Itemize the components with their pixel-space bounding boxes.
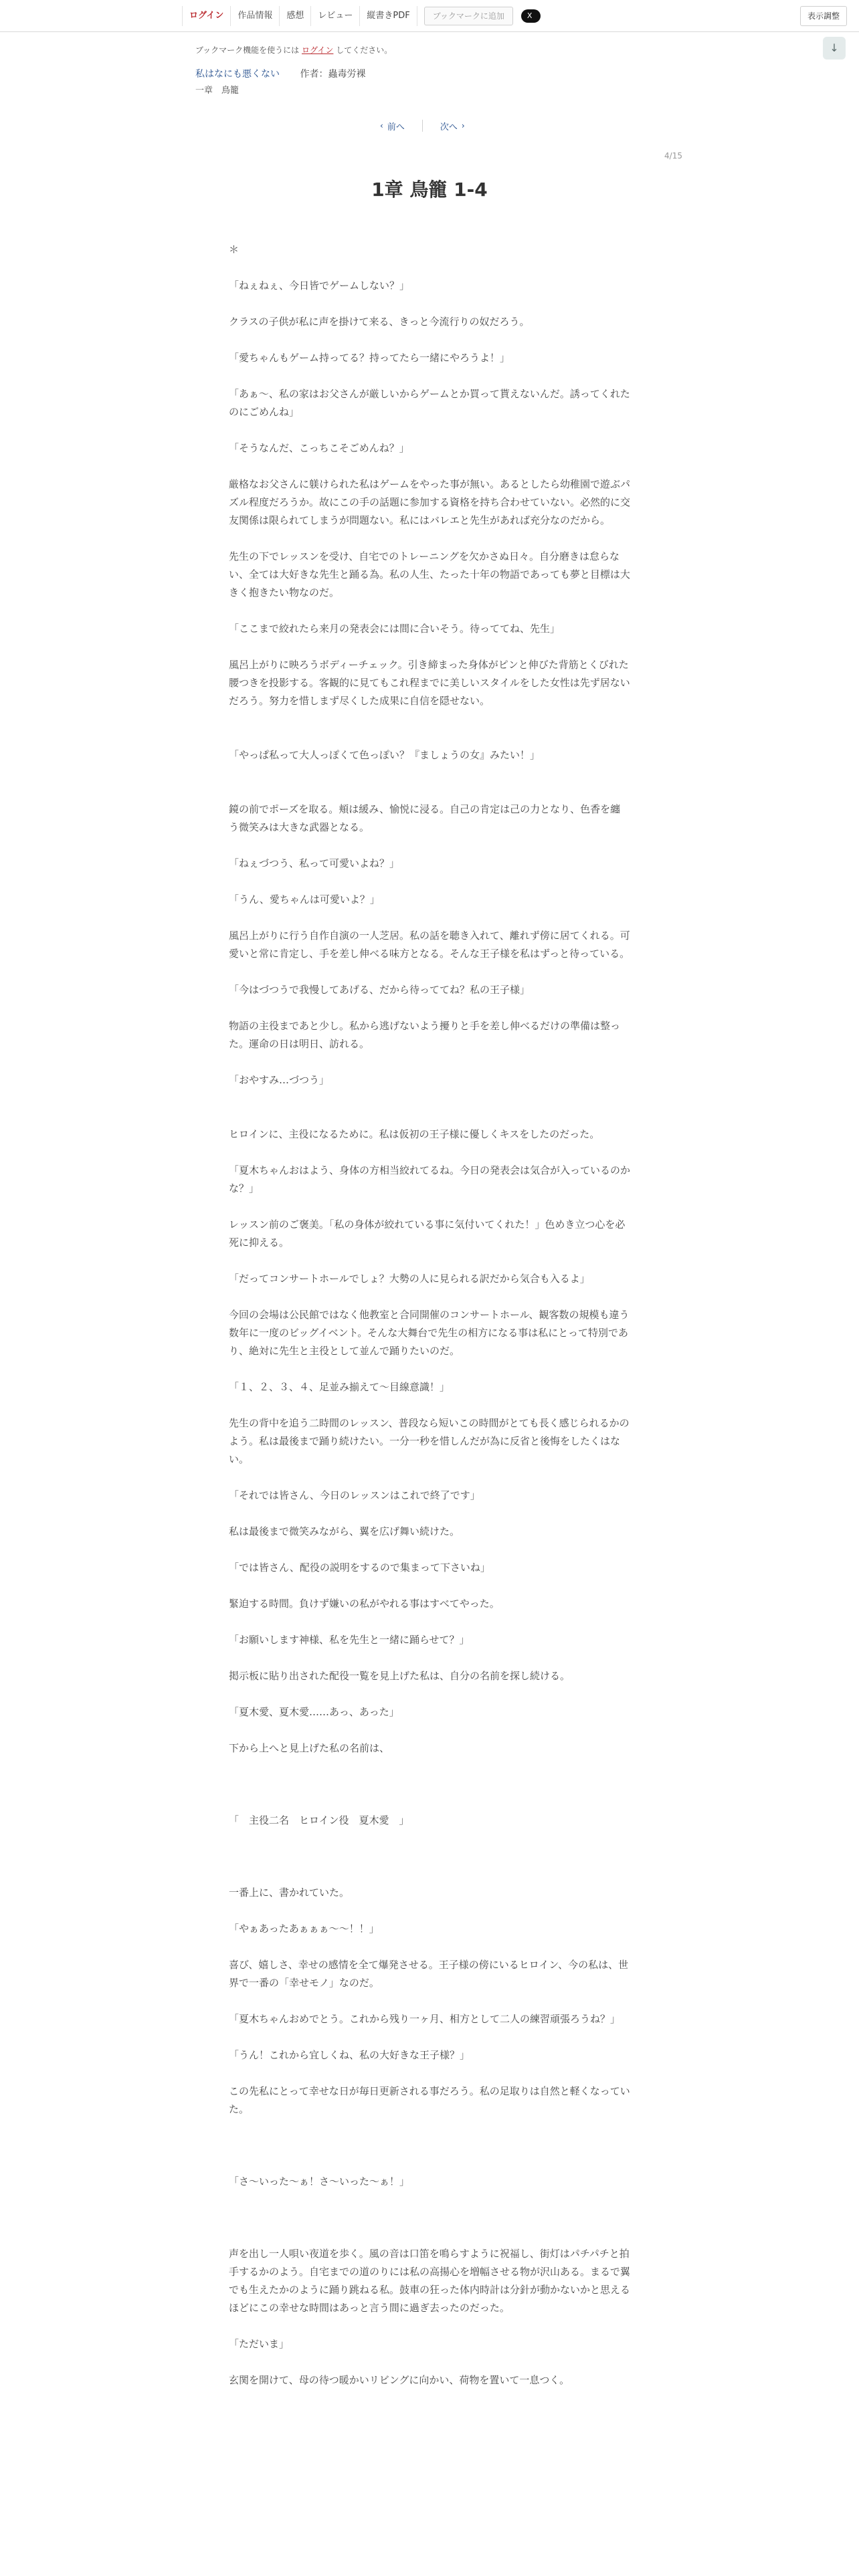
- body-line: [229, 1866, 630, 1884]
- body-line: 風呂上がりに映ろうボディーチェック。引き締まった身体がピンと伸びた背筋とくびれた腰つきを投影する。客観的に見てもこれ程までに美しいスタイルをした女性は先ず居ないだろう。努力を惜しまず尽くした成果に自信を隠せない。: [229, 659, 630, 707]
- body-line: [229, 2064, 630, 2082]
- body-line: [229, 1252, 630, 1270]
- body-line: 喜び、嬉しさ、幸せの感情を全て爆発させる。王子様の傍にいるヒロイン、今の私は、世界で一番の「幸せモノ」なのだ。: [229, 1959, 629, 1989]
- vertical-pdf-link[interactable]: 縦書きPDF: [359, 6, 417, 26]
- pager-divider: [422, 120, 423, 132]
- body-line: 私は最後まで微笑みながら、翼を広げ舞い続けた。: [229, 1525, 460, 1537]
- chevron-left-icon: ‹: [380, 121, 383, 130]
- body-line: 厳格なお父さんに躾けられた私はゲームをやった事が無い。あるとしたら幼稚園で遊ぶパズル程度だろうか。故にこの手の話題に参加する資格を持ち合わせていない。必然的に交友関係は限られてしまうが問題ない。私にはバレエと先生があれば充分なのだから。: [229, 478, 631, 526]
- body-line: 「おやすみ…づつう」: [229, 1074, 330, 1086]
- body-line: [229, 728, 630, 746]
- body-line: この先私にとって幸せな日が毎日更新される事だろう。私の足取りは自然と軽くなっていた。: [229, 2085, 630, 2115]
- body-line: [229, 259, 630, 277]
- body-line: 「１、２、３、４、足並み揃えて〜目線意識！」: [229, 1381, 450, 1393]
- body-line: [229, 421, 630, 439]
- body-line: [229, 1776, 630, 1794]
- body-line: 「やぁあったあぁぁぁ〜〜！！」: [229, 1923, 379, 1935]
- body-line: [229, 1396, 630, 1414]
- episode-title: 1章 鳥籠 1-4: [371, 179, 488, 201]
- body-line: [229, 1830, 630, 1848]
- display-settings-button[interactable]: 表示調整: [800, 6, 847, 26]
- body-line: 「お願いします神様、私を先生と一緒に踊らせて？」: [229, 1634, 470, 1646]
- body-line: 「ここまで絞れたら来月の発表会には間に合いそう。待っててね、先生」: [229, 623, 561, 635]
- body-line: [229, 1107, 630, 1125]
- body-line: ＊: [229, 243, 240, 255]
- notice-suffix: してください。: [336, 45, 393, 55]
- body-line: [229, 1541, 630, 1559]
- body-line: 「やっぱ私って大人っぽくて色っぽい？『ましょうの女』みたい！」: [229, 749, 541, 761]
- body-line: クラスの子供が私に声を掛けて来る、きっと今流行りの奴だろう。: [229, 316, 530, 328]
- body-line: [229, 1360, 630, 1378]
- episode-progress: 4/15: [664, 151, 682, 160]
- body-line: 「夏木ちゃんおめでとう。これから残り一ヶ月、相方として二人の練習頑張ろうね？」: [229, 2013, 621, 2025]
- body-line: [229, 782, 630, 800]
- body-line: [229, 1053, 630, 1071]
- body-line: [229, 837, 630, 855]
- work-info-link[interactable]: 作品情報: [230, 6, 279, 26]
- body-line: 「ねぇねぇ、今日皆でゲームしない？」: [229, 280, 410, 292]
- body-line: 「さ〜いった〜ぁ！さ〜いった〜ぁ！」: [229, 2175, 410, 2187]
- body-line: 玄関を開けて、母の待つ暖かいリビングに向かい、荷物を置いて一息つく。: [229, 2374, 570, 2386]
- body-line: [229, 1089, 630, 1107]
- body-line: 「ねぇづつう、私って可愛いよね？」: [229, 857, 400, 869]
- body-line: ヒロインに、主役になるために。私は仮初の王子様に優しくキスをしたのだった。: [229, 1128, 600, 1140]
- body-line: [229, 1505, 630, 1523]
- notice-login-link[interactable]: ログイン: [302, 45, 334, 55]
- body-line: 鏡の前でポーズを取る。頬は緩み、愉悦に浸る。自己の肯定は己の力となり、色香を纏う微笑みは大きな武器となる。: [229, 803, 621, 833]
- body-line: [229, 1938, 630, 1956]
- body-line: 風呂上がりに行う自作自演の一人芝居。私の話を聴き入れて、離れず傍に居てくれる。可愛いと常に肯定し、手を差し伸べる味方となる。そんな王子様を私はずっと待っている。: [229, 930, 630, 960]
- body-line: [229, 1288, 630, 1306]
- body-line: [229, 2119, 630, 2137]
- body-line: レッスン前のご褒美。「私の身体が絞れている事に気付いてくれた！」色めき立つ心を必死に抑える。: [229, 1218, 626, 1249]
- x-share-button[interactable]: [521, 9, 541, 23]
- episode-body: [229, 241, 630, 2389]
- body-line: 「では皆さん、配役の説明をするので集まって下さいね」: [229, 1562, 490, 1574]
- body-line: [229, 963, 630, 981]
- body-line: [229, 2137, 630, 2155]
- body-line: [229, 1144, 630, 1162]
- body-line: [229, 999, 630, 1017]
- body-line: [229, 2209, 630, 2227]
- body-line: 「今はづつうで我慢してあげる、だから待っててね？私の王子様」: [229, 984, 531, 996]
- chevron-right-icon: ›: [461, 121, 465, 130]
- header-menu: [182, 6, 541, 26]
- body-line: 「夏木愛、夏木愛……あっ、あった」: [229, 1706, 399, 1718]
- body-line: 物語の主役まであと少し。私から逃げないよう擾りと手を差し伸べるだけの準備は整った。運命の日は明日、訪れる。: [229, 1020, 621, 1050]
- body-line: [229, 295, 630, 313]
- next-episode-link[interactable]: 次へ: [440, 122, 458, 132]
- body-line: [229, 457, 630, 475]
- prev-episode-link[interactable]: 前へ: [387, 122, 405, 132]
- body-line: [229, 2155, 630, 2173]
- body-line: [229, 710, 630, 728]
- login-link[interactable]: ログイン: [182, 6, 230, 26]
- notice-prefix: ブックマーク機能を使うには: [195, 45, 300, 55]
- body-line: 「だってコンサートホールでしょ？大勢の人に見られる訳だから気合も入るよ」: [229, 1273, 590, 1285]
- body-line: [229, 1902, 630, 1920]
- body-line: 先生の背中を追う二時間のレッスン、普段なら短いこの時間がとても長く感じられるかのよう。私は最後まで踊り続けたい。一分一秒を惜しんだが為に反省と後悔をしたくはない。: [229, 1417, 630, 1465]
- top-navigation-bar: [0, 0, 859, 32]
- body-line: 「愛ちゃんもゲーム持ってる？持ってたら一緒にやろうよ！」: [229, 352, 510, 364]
- body-line: [229, 1577, 630, 1595]
- body-line: [229, 1649, 630, 1667]
- body-line: 今回の会場は公民館ではなく他教室と合同開催のコンサートホール、観客数の規模も違う数年に一度のビッグイベント。そんな大舞台で先生の相方になる事は私にとって特別であり、絶対に先生と主役として並んで踊りたいのだ。: [229, 1309, 630, 1357]
- body-line: 掲示板に貼り出された配役一覧を見上げた私は、自分の名前を探し続ける。: [229, 1670, 571, 1682]
- impressions-link[interactable]: 感想: [279, 6, 310, 26]
- body-line: 「ただいま」: [229, 2338, 290, 2350]
- body-line: [229, 2353, 630, 2371]
- episode-pager: [376, 119, 469, 132]
- body-line: [229, 2191, 630, 2209]
- body-line: [229, 367, 630, 385]
- body-line: [229, 1198, 630, 1216]
- body-line: 声を出し一人唄い夜道を歩く。風の音は口笛を鳴らすように祝福し、街灯はパチパチと拍手するかのよう。自宅までの道のりには私の高揚心を増幅させる物が沢山ある。まるで翼でも生えたかのように踊り跳ねる私。鼓車の狂った体内時計は分針が動かないかと思えるほどにこの幸せな時間はあっと言う間に過ぎ去ったのだった。: [229, 2248, 631, 2314]
- x-icon: X: [527, 11, 533, 20]
- body-line: 「うん、愛ちゃんは可愛いよ？」: [229, 893, 380, 905]
- body-line: [229, 1721, 630, 1739]
- body-line: [229, 530, 630, 548]
- work-author: 作者：蟲毒労裸: [300, 69, 366, 80]
- body-line: 一番上に、書かれていた。: [229, 1887, 350, 1899]
- body-line: [229, 2227, 630, 2245]
- body-line: [229, 2317, 630, 2335]
- body-line: 「夏木ちゃんおはよう、身体の方相当絞れてるね。今日の発表会は気合が入っているのかな？」: [229, 1164, 631, 1194]
- body-line: [229, 638, 630, 656]
- bookmark-login-notice: [195, 44, 392, 56]
- body-line: [229, 1469, 630, 1487]
- body-line: 「そうなんだ、こっちこそごめんね？」: [229, 442, 409, 454]
- body-line: [229, 331, 630, 349]
- body-line: 下から上へと見上げた私の名前は、: [229, 1742, 390, 1754]
- work-info: [195, 67, 365, 80]
- chapter-name: 一章 鳥籠: [195, 86, 240, 96]
- body-line: 「あぁ〜、私の家はお父さんが厳しいからゲームとか買って貰えないんだ。誘ってくれたのにごめんね」: [229, 388, 630, 418]
- body-line: 先生の下でレッスンを受け、自宅でのトレーニングを欠かさぬ日々。自分磨きは怠らない、全ては大好きな先生と踊る為。私の人生、たった十年の物語であっても夢と目標は大きく抱きたい物なのだ。: [229, 550, 630, 599]
- body-line: 「 主役二名 ヒロイン役 夏木愛 」: [229, 1814, 409, 1826]
- body-line: [229, 1613, 630, 1631]
- add-bookmark-button[interactable]: ブックマークに追加: [424, 7, 513, 25]
- reviews-link[interactable]: レビュー: [310, 6, 359, 26]
- body-line: [229, 602, 630, 620]
- body-line: 「それでは皆さん、今日のレッスンはこれで終了です」: [229, 1489, 480, 1501]
- body-line: [229, 909, 630, 927]
- body-line: [229, 1685, 630, 1703]
- body-line: [229, 1757, 630, 1776]
- work-title-link[interactable]: 私はなにも悪くない: [195, 69, 280, 80]
- body-line: [229, 1848, 630, 1866]
- body-line: [229, 2028, 630, 2046]
- body-line: 緊迫する時間。負けず嫌いの私がやれる事はすべてやった。: [229, 1598, 500, 1610]
- body-line: [229, 1794, 630, 1812]
- body-line: [229, 873, 630, 891]
- scroll-down-icon[interactable]: ↓: [823, 37, 846, 60]
- body-line: 「うん！これから宜しくね、私の大好きな王子様？」: [229, 2049, 470, 2061]
- body-line: [229, 1992, 630, 2010]
- body-line: [229, 764, 630, 782]
